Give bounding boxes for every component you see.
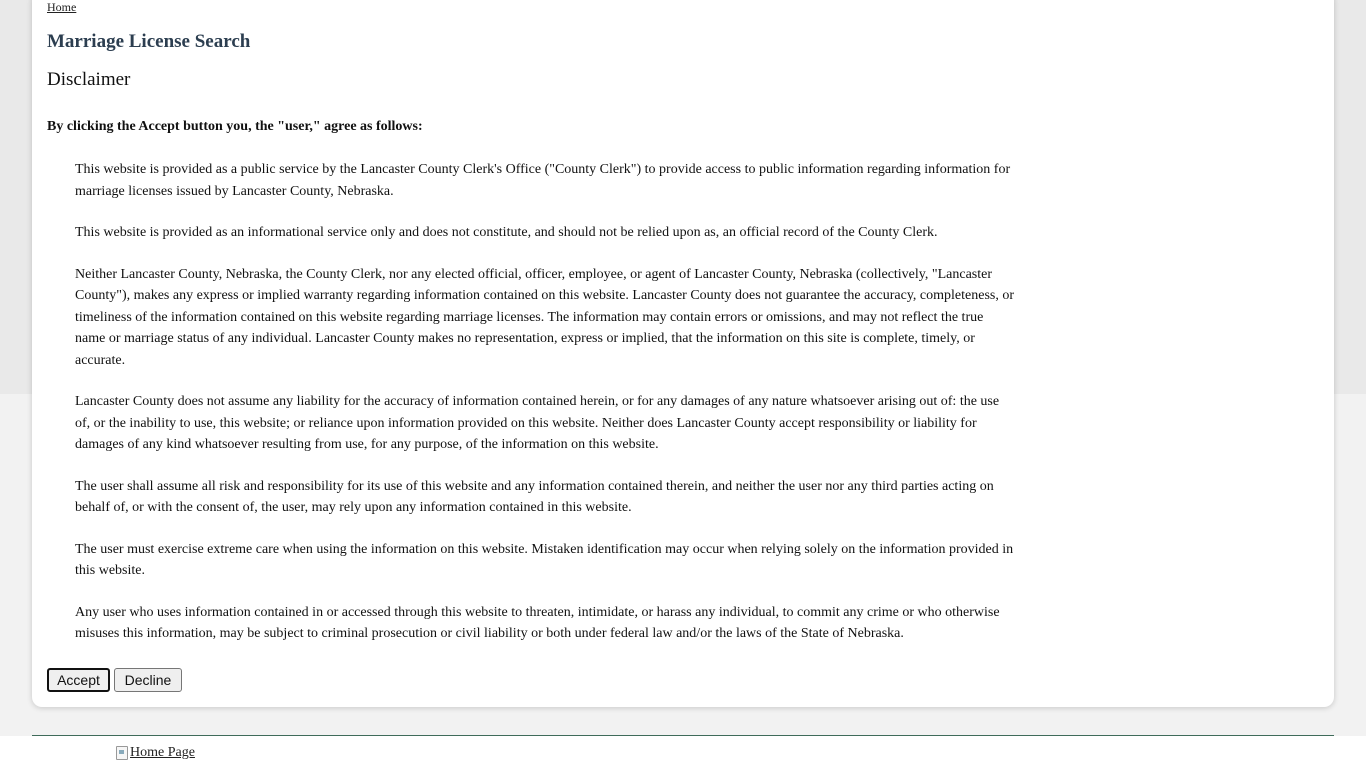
disclaimer-paragraph: Any user who uses information contained in or accessed through this website to threaten, intimidate, or harass any individual, to commit any crime or who otherwise misuses this information, may be subject to criminal prosecution or civil liability or both under federal law and/or the laws of the State of Nebraska.: [75, 604, 1000, 641]
breadcrumb-home-link[interactable]: Home: [47, 0, 77, 14]
disclaimer-paragraph: The user shall assume all risk and responsibility for its use of this website and any information contained therein, and neither the user nor any third parties acting on behalf of, or with the consent of, the user, may rely upon any information contained in this website.: [75, 478, 994, 515]
disclaimer-paragraph: The user must exercise extreme care when using the information on this website. Mistaken identification may occur when relying solely on the information provided in this website.: [75, 541, 1014, 578]
disclaimer-paragraph: This website is provided as a public service by the Lancaster County Clerk's Office ("County Clerk") to provide access to public information regarding information for marriage licenses issued by Lancaster County, Nebraska.: [75, 162, 1011, 199]
disclaimer-intro: By clicking the Accept button you, the "user," agree as follows:: [47, 119, 423, 134]
footer-divider: [32, 735, 1334, 736]
disclaimer-paragraph: This website is provided as an informational service only and does not constitute, and should not be relied upon as, an official record of the County Clerk.: [75, 225, 938, 240]
disclaimer-paragraph: Lancaster County does not assume any liability for the accuracy of information contained herein, or for any damages of any nature whatsoever arising out of: the use of, or the inability to use, this website; or reliance upon information provided on this website. Neither does Lancaster County accept responsibility or liability for damages of any kind whatsoever resulting from use, for any purpose, of the information on this website.: [75, 394, 1000, 452]
home-page-alt-text: Home Page: [130, 745, 195, 760]
broken-image-icon: [116, 746, 128, 760]
disclaimer-terms: [75, 159, 1015, 665]
accept-button[interactable]: Accept: [47, 668, 110, 692]
disclaimer-paragraph: Neither Lancaster County, Nebraska, the County Clerk, nor any elected official, officer, employee, or agent of Lancaster County, Nebraska (collectively, "Lancaster County"), makes any express or implied warranty regarding information contained on this website. Lancaster County does not guarantee the accuracy, completeness, or timeliness of the information contained on this website regarding marriage licenses. The information may contain errors or omissions, and may not reflect the true name or marriage status of any individual. Lancaster County makes no representation, express or implied, that the information on this site is complete, timely, or accurate.: [75, 266, 1015, 368]
page-title: Marriage License Search: [47, 31, 251, 52]
home-page-image-link[interactable]: [116, 745, 195, 761]
decline-button[interactable]: Decline: [114, 668, 182, 692]
page-subtitle: Disclaimer: [47, 69, 131, 90]
footer: [0, 736, 1366, 768]
